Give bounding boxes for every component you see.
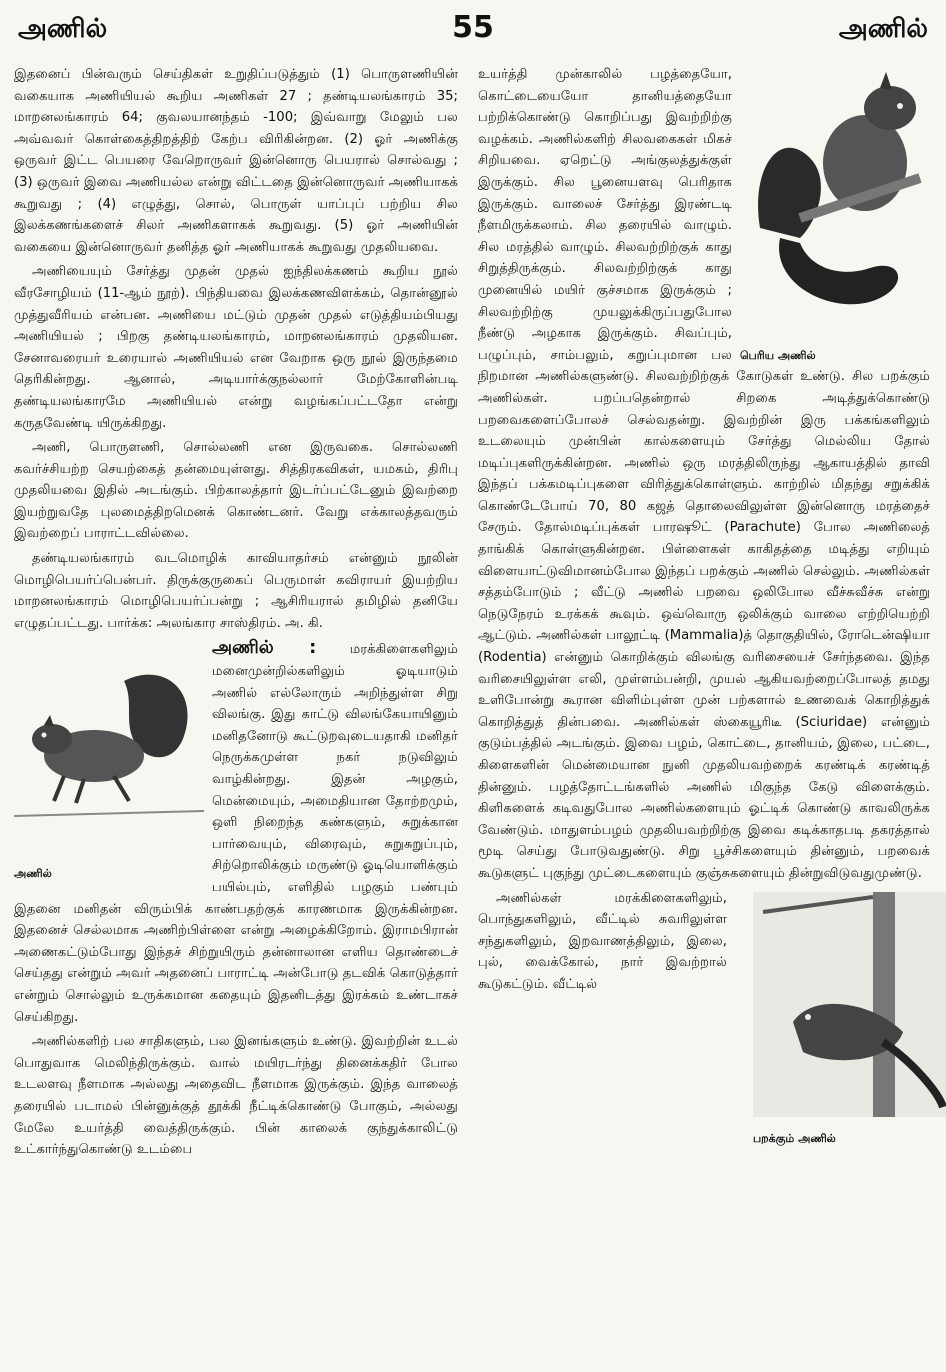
paragraph: இதனைப் பின்வரும் செய்திகள் உறுதிப்படுத்தும் (1) பொருளணியின் வகையாக அணியியல் கூறிய அணிகள் 27 ; தண்டியலங்காரம் 35; மாறனலங்காரம் 64; குவலயானந்தம் -100; இவ்வாறு மேலும் பல அவ்வவர் கொள்கைத்திறத்திற் கேற்ப விரிகின்றன. (2) ஓர் அணிக்கு ஒருவர் இட்ட பெயரை வேறொருவர் இன்னொரு பெயரால் சொல்வது ; (3) ஒருவர் இவை அணியல்ல என்று விட்டதை இன்னொருவர் அணியாகக் கூறுவது ; (4) எழுத்து, சொல், பொருள் யாப்புப் பற்றிய சில இலக்கணங்களைச் சிலர் அணிகளாகக் கூறுவது. (5) ஓர் அணியின் வகையை இன்னொருவர் தனித்த ஓர் அணியாகக் கூறுவது முதலியவை. — [14, 67, 458, 255]
paragraph: தண்டியலங்காரம் வடமொழிக் காவியாதர்சம் என்னும் நூலின் மொழிபெயர்ப்பென்பர். திருக்குருகைப் பெருமாள் கவிராயர் இயற்றிய மாறனலங்காரம் மொழிபெயர்ப்பன்று ; ஆசிரியரால் தமிழில் தனியே எழுதப்பட்டது. பார்க்க: அலங்கார சாஸ்திரம். அ. கி. — [14, 551, 458, 631]
flying-squirrel-figure — [735, 892, 930, 1146]
page-number: 55 — [452, 10, 494, 45]
running-head-right: அணில் — [838, 14, 928, 44]
paragraph-text: அணில்கள் மரக்கிளைகளிலும், பொந்துகளிலும், வீட்டில் சுவரிலுள்ள சந்துகளிலும், இறவாணத்திலும், இலை, புல், வைக்கோல், நார் இவற்றால் கூடுகட்டும். வீட்டில் — [478, 890, 727, 992]
paragraph: அணி, பொருளணி, சொல்லணி என இருவகை. சொல்லணி கவர்ச்சியற்ற செயற்கைத் தன்மையுள்ளது. சித்திரகவிகள், யமகம், திரிபு முதலியவை இதில் அடங்கும். பிற்காலத்தார் இடர்ப்பட்டேனும் இவற்றை இயற்றுவதே புலமைத்திறமெனக் கொண்டனர். வேறு எக்காலத்தவரும் இவற்றைப் பாராட்டவில்லை. — [14, 440, 458, 542]
paragraph-text: உயர்த்தி முன்காலில் பழத்தையோ, கொட்டையையோ தானியத்தையோ பற்றிக்கொண்டு கொறிப்பது இவற்றிற்கு வழக்கம். அணில்களிற் சிலவகைகள் மிகச் சிறியவை. ஏறெட்டு அங்குலத்துக்குள் இருக்கும். சில பூனையளவு பெரிதாக இருக்கும். வாலைச் சேர்த்து இரண்டடி நீளமிருக்கலாம். சில தரையில் வாழும். சில மரத்தில் வாழும். சிலவற்றிற்குக் காது சிறுத்திருக்கும். சிலவற்றிற்குக் காது முனையில் மயிர் குச்சமாக இருக்கும் ; சிலவற்றிற்கு முயலுக்கிருப்பதுபோல நீண்டு அழகாக இருக்கும். சிவப்பும், பழுப்பும், சாம்பலும், கறுப்புமான பல நிறமான அணில்களுண்டு. சிலவற்றிற்குக் கோடுகள் உண்டு. சில பறக்கும் அணில்கள். பறப்பதென்றால் சிறகை அடித்துக்கொண்டு பறவைகளைப்போலச் செல்வதன்று. இவற்றின் இரு பக்கங்களிலும் உடலையும் முன்பின் கால்களையும் சேர்த்து மெல்லிய தோல் மடிப்புகளிருக்கின்றன. அணில் ஒரு மரத்திலிருந்து ஆகாயத்தில் தாவி இந்தப் பக்கமடிப்புகளை விரித்துக்கொள்ளும். காற்றில் மிதந்து சறுக்கிக் கொண்டேபோய் 70, 80 கஜத் தொலைவிலுள்ள இன்னொரு மரத்தைச் சேரும். தோல்மடிப்புக்கள் பாரஷூட் (Parachute) போல அணிலைத் தாங்கிக் கொள்ளுகின்றன. பிள்ளைகள் காகிதத்தை மடித்து எறியும் விளையாட்டுவிமானம்போல இந்தப் பறக்கும் அணில் செல்லும். அணில்கள் சத்தம்போடும் ; வீட்டு அணில் பறவை ஒலிபோல வீச்சுவீச்சு என்று நெடுநேரம் உரக்கக் கூவும். ஒவ்வொரு ஒலிக்கும் வாலை எற்றியெற்றி ஆட்டும். அணில்கள் பாலூட்டி (Mammalia)த் தொகுதியில், ரோடென்ஷியா (Rodentia) என்னும் கொறிக்கும் விலங்கு வரிசையைச் சேர்ந்தவை. இந்த வரிசையிலுள்ள எலி, முள்ளம்பன்றி, முயல் ஆகியவற்றைப்போலத் தமது உளிபோன்று கூரான விளிம்புள்ள முன் பற்களால் உணவைக் கொறித்துக் கொறித்துத் தின்பவை. அணில்கள் ஸ்கையூரிடீ (Sciuridae) என்னும் குடும்பத்தில் அடங்கும். இவை பழம், கொட்டை, தானியம், இலை, பட்டை, கிளைகளின் மென்மையான நுனி முதலியவற்றைக் கரண்டிக் கரண்டித் தின்னும். பழத்தோட்டங்களில் அணில் மிகுந்த கேடு விளைக்கும். கிளிகளைக் கடிவதுபோல அணில்களையும் ஓட்டிக் கொண்டு காவலிருக்க வேண்டும். மாதுளம்பழம் முதலியவற்றிற்கு இவை கடிக்காதபடி தகரத்தால் மூடி செய்து போடுவதுண்டு. சிறு பூச்சிகளையும் தின்னும், பறவைக் கூடுகளுட் புகுந்து முட்டைகளையும் குஞ்சுகளையும் தின்றுவிடுவதுமுண்டு. — [478, 67, 930, 881]
entry-text: மரக்கிளைகளிலும் மனைமுன்றில்களிலும் ஓடியாடும் அணில் எல்லோரும் அறிந்துள்ள சிறு விலங்கு. இது காட்டு விலங்கேயாயினும் மனிதனோடு கூட்டுறவுடையதாகி மனிதர் நெருக்கமுள்ள நகர் நடுவிலும் வாழ்கின்றது. இதன் அழகும், மென்மையும், அமைதியான தோற்றமும், ஒளி நிறைந்த கண்களும், சுறுக்கான பார்வையும், விரைவும், சுறுசுறுப்பும், சிற்றொலிக்கும் மருண்டு ஓடியொளிக்கும் பயில்பும், எளிதில் பழகும் பண்பும் இதனை மனிதன் விரும்பிக் காண்பதற்குக் காரணமாக இருக்கின்றன. இதனைச் செல்லமாக அணிற்பிள்ளை என்று அழைக்கிறோம். இராமபிரான் அணைகட்டும்போது இந்தச் சிற்றுயிரும் தன்னாலான எளிய தொண்டைச் செய்தது என்றும் அவர் அதனைப் பாராட்டி அன்போடு தடவிக் கொடுத்தார் என்றும் சொல்லும் உருக்கமான கதையும் இதனிடத்து இரக்கம் உண்டாகச் செய்கிறது. — [14, 642, 458, 1025]
paragraph: அணில்களிற் பல சாதிகளும், பல இனங்களும் உண்டு. இவற்றின் உடல் பொதுவாக மெலிந்திருக்கும். வால் மயிரடர்ந்து தினைக்கதிர் போல உடலளவு நீளமாக அல்லது அதைவிட நீளமாக இருக்கும். இந்த வாலைத் தரையில் படாமல் பின்னுக்குத் தூக்கி நீட்டிக்கொண்டு போகும், அல்லது மேலே உயர்த்தி வைத்திருக்கும். பின் காலைக் குந்துக்காலிட்டு உட்கார்ந்துகொண்டு உடம்பை — [14, 1034, 458, 1158]
figure-caption: அணில் — [14, 867, 52, 881]
right-column — [478, 64, 930, 1144]
entry-paragraph — [14, 637, 458, 1028]
large-squirrel-figure — [740, 68, 930, 362]
paragraph — [478, 888, 930, 1146]
entry-title: அணில் : — [212, 637, 317, 659]
large-squirrel-illustration — [740, 68, 930, 333]
paragraph: அணியையும் சேர்த்து முதன் முதல் ஐந்திலக்கணம் கூறிய நூல் வீரசோழியம் (11-ஆம் நூற்). பிந்தியவை இலக்கணவிளக்கம், தொன்னூல் முத்துவீரியம் என்பன. அணியை மட்டும் முதன் முதல் எடுத்தியம்பியது அணியியல் ; பிறகு தண்டியலங்காரம், மாறனலங்காரம் முதலியன. சேனாவரையர் உரையால் அணியியல் என வேறாக ஒரு நூல் இருந்தமை தெரிகின்றது. ஆனால், அடியார்க்குநல்லார் மேற்கோளின்படி தண்டியலங்காரமே அணியியல் என்று வழங்கப்பட்டதோ என்று கருதவேண்டி யிருக்கிறது. — [14, 264, 458, 431]
paragraph — [478, 64, 930, 885]
left-column — [14, 64, 458, 1164]
running-head-left: அணில் — [18, 14, 108, 44]
squirrel-illustration — [14, 641, 204, 851]
figure-caption: பெரிய அணில் — [740, 348, 816, 362]
figure-caption: பறக்கும் அணில் — [753, 1132, 836, 1146]
squirrel-figure — [14, 641, 204, 881]
flying-squirrel-illustration — [753, 892, 946, 1117]
